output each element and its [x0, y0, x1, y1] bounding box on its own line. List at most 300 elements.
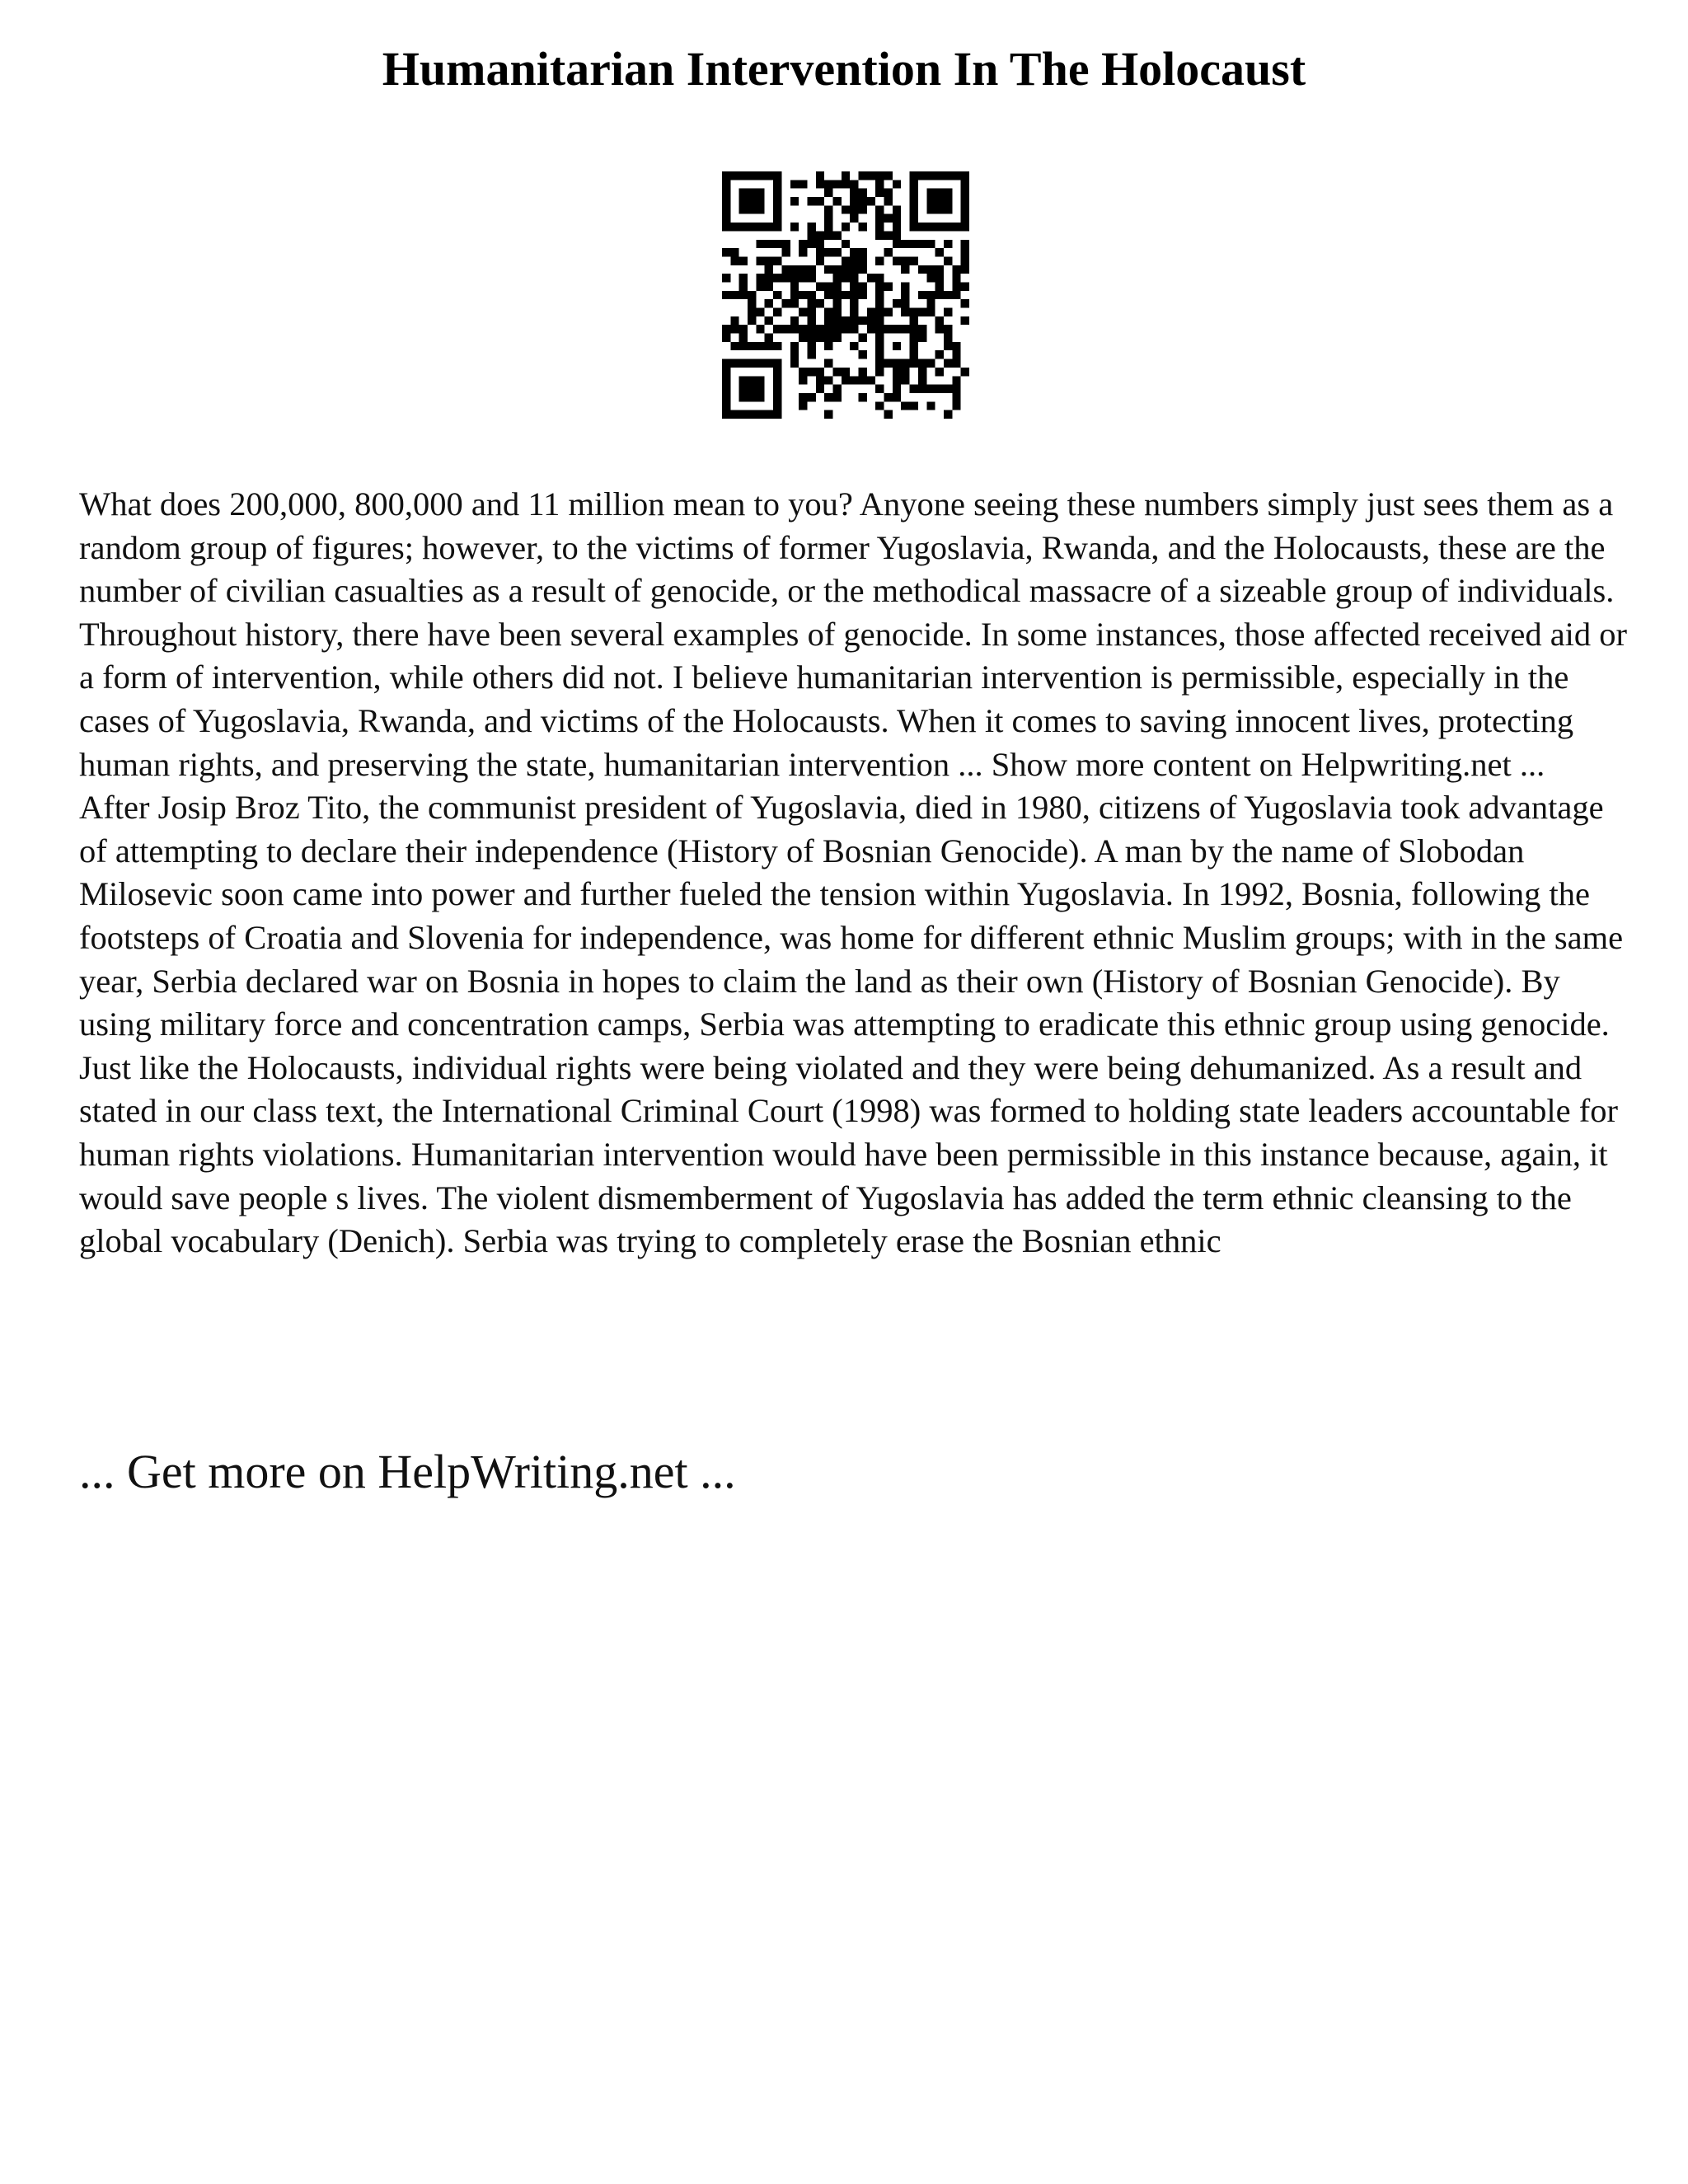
qr-module — [765, 410, 773, 419]
qr-module — [867, 274, 875, 282]
qr-module — [739, 256, 748, 265]
qr-module — [799, 240, 807, 248]
qr-module — [901, 401, 909, 410]
qr-module — [773, 189, 781, 197]
qr-module — [859, 291, 867, 299]
qr-module — [773, 410, 781, 419]
qr-module — [961, 368, 969, 376]
qr-module — [773, 368, 781, 376]
qr-module — [756, 240, 764, 248]
qr-module — [893, 240, 901, 248]
qr-module — [884, 171, 893, 180]
qr-module — [875, 334, 884, 342]
qr-module — [832, 334, 841, 342]
qr-module — [730, 342, 738, 350]
qr-module — [773, 214, 781, 223]
qr-module — [859, 223, 867, 231]
qr-module — [944, 385, 952, 393]
qr-module — [893, 214, 901, 223]
qr-module — [875, 299, 884, 307]
qr-module — [756, 171, 764, 180]
qr-module — [875, 316, 884, 325]
qr-module — [842, 291, 850, 299]
qr-module — [875, 171, 884, 180]
qr-module — [790, 359, 799, 368]
qr-module — [722, 325, 730, 333]
qr-module — [850, 248, 858, 256]
qr-module — [773, 393, 781, 401]
qr-module — [722, 410, 730, 419]
qr-module — [765, 299, 773, 307]
qr-module — [952, 282, 960, 290]
qr-module — [799, 291, 807, 299]
qr-module — [816, 299, 824, 307]
qr-module — [748, 359, 756, 368]
qr-module — [739, 359, 748, 368]
qr-module — [961, 248, 969, 256]
qr-module — [875, 368, 884, 376]
qr-module — [893, 256, 901, 265]
qr-module — [842, 265, 850, 274]
qr-module — [875, 180, 884, 188]
qr-module — [952, 265, 960, 274]
qr-module — [739, 282, 748, 290]
qr-module — [901, 308, 909, 316]
qr-module — [807, 350, 815, 359]
qr-module — [842, 325, 850, 333]
qr-module — [790, 342, 799, 350]
qr-module — [756, 197, 764, 205]
qr-module — [893, 359, 901, 368]
qr-module — [961, 316, 969, 325]
qr-module — [944, 291, 952, 299]
qr-module — [859, 282, 867, 290]
qr-module — [961, 214, 969, 223]
qr-module — [790, 274, 799, 282]
qr-module — [944, 171, 952, 180]
qr-module — [748, 316, 756, 325]
qr-module — [773, 256, 781, 265]
qr-module — [824, 308, 832, 316]
qr-module — [842, 240, 850, 248]
qr-module — [739, 274, 748, 282]
qr-module — [765, 240, 773, 248]
qr-module — [961, 240, 969, 248]
qr-module — [748, 171, 756, 180]
qr-module — [773, 205, 781, 213]
qr-module — [824, 189, 832, 197]
qr-module — [781, 274, 790, 282]
qr-module — [867, 197, 875, 205]
qr-module — [961, 299, 969, 307]
qr-module — [722, 376, 730, 384]
qr-module — [867, 308, 875, 316]
qr-module — [910, 334, 918, 342]
qr-module — [859, 368, 867, 376]
qr-module — [799, 393, 807, 401]
qr-module — [926, 197, 935, 205]
qr-module — [739, 171, 748, 180]
qr-module — [918, 223, 926, 231]
qr-module — [850, 308, 858, 316]
qr-module — [739, 410, 748, 419]
qr-module — [842, 256, 850, 265]
qr-module — [961, 171, 969, 180]
qr-module — [756, 282, 764, 290]
qr-module — [952, 291, 960, 299]
qr-module — [799, 334, 807, 342]
page-title: Humanitarian Intervention In The Holocaust — [382, 42, 1306, 96]
qr-module — [722, 334, 730, 342]
qr-module — [952, 393, 960, 401]
qr-module — [961, 180, 969, 188]
qr-module — [901, 368, 909, 376]
qr-module — [748, 393, 756, 401]
qr-module — [799, 401, 807, 410]
qr-module — [842, 376, 850, 384]
qr-module — [850, 197, 858, 205]
qr-module — [739, 189, 748, 197]
qr-module — [910, 350, 918, 359]
qr-module — [859, 376, 867, 384]
qr-module — [748, 410, 756, 419]
qr-module — [790, 180, 799, 188]
qr-module — [918, 376, 926, 384]
qr-module — [816, 282, 824, 290]
qr-module — [867, 171, 875, 180]
paragraph-intro: What does 200,000, 800,000 and 11 million mean to you? Anyone seeing these numbers simply just sees them as a random group of figures; however, to the victims of former Yugoslavia, Rwanda, and the Holocausts, these are the number of civilian casualties as a result of genocide, or the methodical massacre of a sizeable group of individuals. Throughout history, there have been several examples of genocide. In some instances, those affected received aid or a form of intervention, while others did not. I believe humanitarian intervention is permissible, especially in the cases of Yugoslavia, Rwanda, and victims of the Holocausts. When it comes to saving innocent lives, protecting human rights, and preserving the state, humanitarian intervention ... Show more content on Helpwriting.net ... — [79, 485, 1628, 783]
qr-module — [875, 231, 884, 239]
qr-module — [765, 171, 773, 180]
qr-module — [850, 342, 858, 350]
qr-module — [918, 325, 926, 333]
qr-module — [824, 410, 832, 419]
qr-module — [756, 376, 764, 384]
qr-module — [859, 256, 867, 265]
qr-module — [918, 291, 926, 299]
qr-module — [832, 325, 841, 333]
qr-module — [850, 205, 858, 213]
qr-module — [910, 189, 918, 197]
qr-module — [799, 265, 807, 274]
qr-module — [824, 325, 832, 333]
qr-code-graphic — [722, 171, 969, 419]
qr-module — [722, 223, 730, 231]
qr-module — [824, 248, 832, 256]
qr-module — [850, 265, 858, 274]
qr-module — [832, 291, 841, 299]
qr-module — [773, 171, 781, 180]
qr-module — [824, 265, 832, 274]
qr-module — [926, 291, 935, 299]
qr-module — [824, 282, 832, 290]
qr-module — [790, 350, 799, 359]
qr-module — [773, 359, 781, 368]
qr-module — [918, 240, 926, 248]
qr-module — [807, 265, 815, 274]
qr-module — [961, 256, 969, 265]
qr-module — [748, 197, 756, 205]
qr-module — [832, 282, 841, 290]
qr-module — [901, 299, 909, 307]
qr-module — [773, 180, 781, 188]
qr-module — [944, 205, 952, 213]
qr-module — [824, 223, 832, 231]
qr-module — [799, 368, 807, 376]
qr-module — [765, 274, 773, 282]
qr-module — [748, 205, 756, 213]
qr-module — [867, 376, 875, 384]
qr-module — [790, 282, 799, 290]
qr-module — [722, 197, 730, 205]
qr-module — [722, 359, 730, 368]
qr-module — [748, 308, 756, 316]
qr-module — [765, 282, 773, 290]
qr-module — [722, 385, 730, 393]
qr-module — [875, 223, 884, 231]
qr-module — [944, 359, 952, 368]
qr-module — [807, 240, 815, 248]
qr-module — [926, 205, 935, 213]
qr-module — [832, 368, 841, 376]
qr-module — [952, 385, 960, 393]
qr-module — [824, 342, 832, 350]
qr-module — [893, 325, 901, 333]
qr-module — [935, 171, 944, 180]
qr-module — [910, 180, 918, 188]
qr-module — [901, 359, 909, 368]
qr-module — [756, 410, 764, 419]
qr-module — [893, 342, 901, 350]
qr-module — [816, 180, 824, 188]
qr-module — [859, 265, 867, 274]
qr-module — [773, 240, 781, 248]
qr-module — [910, 256, 918, 265]
qr-module — [926, 189, 935, 197]
qr-module — [824, 376, 832, 384]
qr-module — [910, 385, 918, 393]
qr-module — [850, 214, 858, 223]
qr-module — [926, 274, 935, 282]
qr-module — [884, 214, 893, 223]
qr-module — [756, 189, 764, 197]
qr-module — [739, 291, 748, 299]
qr-module — [807, 368, 815, 376]
qr-module — [944, 223, 952, 231]
qr-module — [765, 316, 773, 325]
qr-module — [773, 376, 781, 384]
qr-module — [952, 376, 960, 384]
qr-module — [875, 401, 884, 410]
qr-module — [867, 316, 875, 325]
qr-module — [918, 171, 926, 180]
qr-module — [859, 189, 867, 197]
qr-module — [935, 189, 944, 197]
qr-module — [910, 214, 918, 223]
qr-module — [918, 385, 926, 393]
qr-module — [832, 197, 841, 205]
qr-code-icon[interactable] — [722, 171, 969, 419]
qr-module — [910, 171, 918, 180]
qr-module — [935, 205, 944, 213]
qr-module — [910, 308, 918, 316]
qr-module — [842, 368, 850, 376]
qr-module — [730, 359, 738, 368]
qr-module — [722, 189, 730, 197]
qr-module — [961, 205, 969, 213]
qr-module — [756, 205, 764, 213]
qr-module — [832, 180, 841, 188]
get-more-link[interactable]: ... Get more on HelpWriting.net ... — [79, 1445, 736, 1498]
qr-module — [842, 205, 850, 213]
qr-module — [859, 334, 867, 342]
qr-module — [926, 308, 935, 316]
qr-module — [850, 316, 858, 325]
qr-module — [850, 291, 858, 299]
qr-module — [859, 248, 867, 256]
qr-module — [944, 410, 952, 419]
qr-module — [739, 385, 748, 393]
qr-module — [850, 180, 858, 188]
qr-module — [756, 223, 764, 231]
qr-module — [893, 393, 901, 401]
qr-module — [910, 401, 918, 410]
qr-module — [842, 223, 850, 231]
qr-module — [722, 205, 730, 213]
qr-module — [918, 265, 926, 274]
qr-module — [944, 325, 952, 333]
qr-module — [944, 342, 952, 350]
qr-module — [918, 368, 926, 376]
qr-module — [722, 180, 730, 188]
qr-module — [944, 240, 952, 248]
qr-module — [722, 368, 730, 376]
qr-module — [773, 325, 781, 333]
qr-module — [944, 308, 952, 316]
qr-module — [875, 359, 884, 368]
qr-module — [748, 376, 756, 384]
qr-module — [832, 308, 841, 316]
qr-module — [961, 197, 969, 205]
qr-module — [859, 350, 867, 359]
qr-module — [875, 214, 884, 223]
qr-module — [807, 316, 815, 325]
qr-module — [824, 205, 832, 213]
qr-module — [926, 240, 935, 248]
qr-module — [807, 342, 815, 350]
qr-module — [756, 393, 764, 401]
qr-module — [748, 189, 756, 197]
qr-module — [893, 205, 901, 213]
qr-module — [850, 299, 858, 307]
qr-module — [832, 248, 841, 256]
qr-module — [807, 223, 815, 231]
qr-module — [748, 299, 756, 307]
qr-module — [952, 350, 960, 359]
qr-module — [893, 299, 901, 307]
qr-module — [765, 342, 773, 350]
qr-module — [935, 350, 944, 359]
qr-module — [893, 180, 901, 188]
qr-module — [935, 368, 944, 376]
qr-module — [739, 223, 748, 231]
qr-module — [807, 393, 815, 401]
qr-module — [952, 223, 960, 231]
qr-module — [859, 316, 867, 325]
qr-module — [859, 171, 867, 180]
qr-module — [893, 385, 901, 393]
qr-module — [756, 256, 764, 265]
qr-module — [926, 223, 935, 231]
qr-module — [807, 291, 815, 299]
qr-module — [918, 308, 926, 316]
paragraph-yugoslavia: After Josip Broz Tito, the communist president of Yugoslavia, died in 1980, citizens of Yugoslavia took advantage of attempting to declare their independence (History of Bosnian Genocide). A man by the name of Slobodan Milosevic soon came into power and further fueled the tension within Yugoslavia. In 1992, Bosnia, following the footsteps of Croatia and Slovenia for independence, was home for different ethnic Muslim groups; with in the same year, Serbia declared war on Bosnia in hopes to claim the land as their own (History of Bosnian Genocide). By using military force and concentration camps, Serbia was attempting to eradicate this ethnic group using genocide. Just like the Holocausts, individual rights were being violated and they were being dehumanized. As a result and stated in our class text, the International Criminal Court (1998) was formed to holding state leaders accountable for human rights violations. Humanitarian intervention would have been permissible in this instance because, again, it would save people s lives. The violent dismemberment of Yugoslavia has added the term ethnic cleansing to the global vocabulary (Denich). Serbia was trying to completely erase the Bosnian ethnic — [79, 789, 1624, 1260]
qr-module — [816, 197, 824, 205]
qr-module — [884, 197, 893, 205]
qr-module — [765, 223, 773, 231]
qr-module — [722, 274, 730, 282]
qr-module — [901, 291, 909, 299]
qr-module — [739, 376, 748, 384]
qr-module — [816, 231, 824, 239]
qr-module — [824, 316, 832, 325]
qr-module — [850, 325, 858, 333]
qr-module — [944, 256, 952, 265]
qr-module — [935, 385, 944, 393]
qr-module — [961, 223, 969, 231]
qr-module — [884, 393, 893, 401]
qr-module — [773, 401, 781, 410]
qr-module — [850, 274, 858, 282]
qr-module — [790, 299, 799, 307]
qr-module — [832, 265, 841, 274]
qr-module — [730, 223, 738, 231]
qr-module — [893, 223, 901, 231]
qr-module — [790, 325, 799, 333]
qr-module — [790, 316, 799, 325]
qr-module — [765, 265, 773, 274]
qr-module — [884, 189, 893, 197]
qr-module — [832, 393, 841, 401]
qr-module — [824, 214, 832, 223]
qr-module — [756, 342, 764, 350]
qr-module — [790, 265, 799, 274]
qr-module — [867, 325, 875, 333]
qr-module — [765, 256, 773, 265]
qr-module — [901, 282, 909, 290]
qr-module — [824, 393, 832, 401]
qr-module — [926, 359, 935, 368]
qr-module — [730, 291, 738, 299]
qr-module — [790, 291, 799, 299]
qr-module — [816, 376, 824, 384]
qr-module — [816, 325, 824, 333]
qr-module — [875, 256, 884, 265]
qr-module — [730, 316, 738, 325]
qr-module — [832, 299, 841, 307]
qr-module — [935, 282, 944, 290]
qr-module — [884, 325, 893, 333]
qr-module — [730, 410, 738, 419]
qr-module — [773, 291, 781, 299]
qr-module — [901, 325, 909, 333]
qr-module — [799, 248, 807, 256]
qr-module — [961, 265, 969, 274]
qr-module — [875, 385, 884, 393]
qr-module — [842, 180, 850, 188]
qr-module — [961, 282, 969, 290]
qr-module — [781, 248, 790, 256]
